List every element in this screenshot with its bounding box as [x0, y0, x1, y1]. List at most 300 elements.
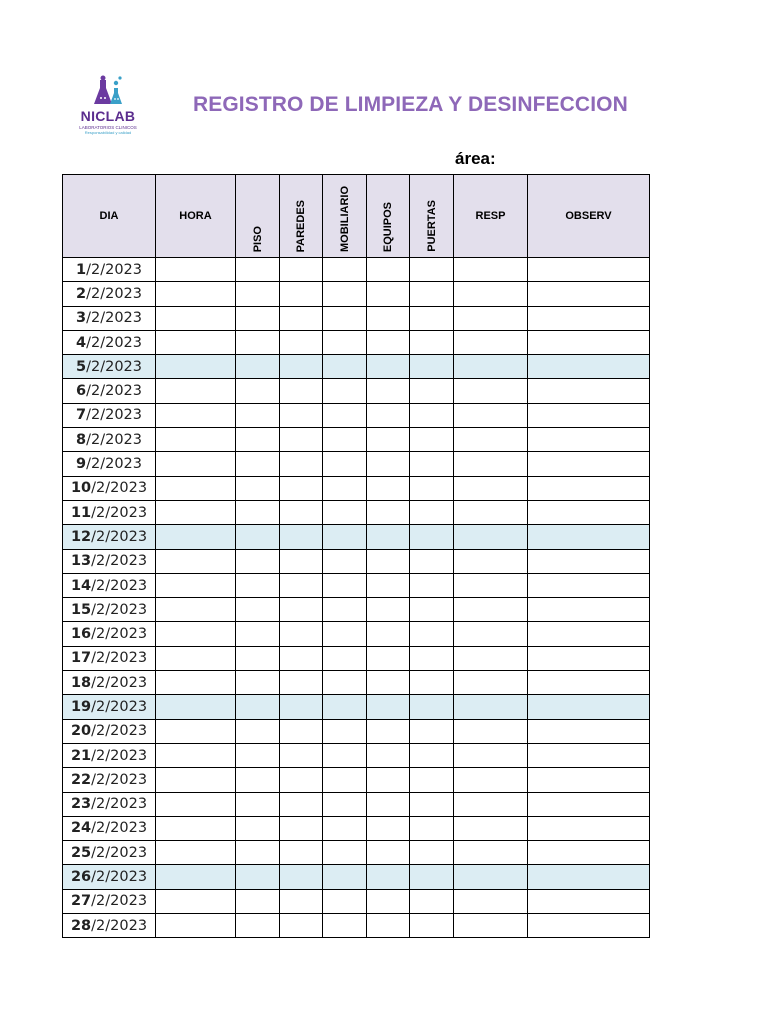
- observ-cell[interactable]: [528, 816, 650, 840]
- table-header-row: [63, 175, 650, 258]
- mobiliario-cell[interactable]: [323, 525, 367, 549]
- piso-cell[interactable]: [236, 792, 280, 816]
- resp-cell[interactable]: [454, 622, 528, 646]
- mobiliario-cell[interactable]: [323, 598, 367, 622]
- puertas-cell[interactable]: [410, 476, 454, 500]
- observ-cell[interactable]: [528, 841, 650, 865]
- equipos-cell[interactable]: [367, 719, 410, 743]
- observ-cell[interactable]: [528, 379, 650, 403]
- paredes-cell[interactable]: [280, 355, 323, 379]
- table-row: [63, 500, 650, 524]
- puertas-cell[interactable]: [410, 841, 454, 865]
- piso-cell[interactable]: [236, 889, 280, 913]
- resp-cell[interactable]: [454, 646, 528, 670]
- piso-cell[interactable]: [236, 671, 280, 695]
- day-number: 5: [76, 358, 87, 375]
- equipos-cell[interactable]: [367, 768, 410, 792]
- piso-cell[interactable]: [236, 379, 280, 403]
- resp-cell[interactable]: [454, 695, 528, 719]
- day-number: 8: [76, 431, 87, 448]
- puertas-cell[interactable]: [410, 646, 454, 670]
- table-row: [63, 355, 650, 379]
- puertas-cell[interactable]: [410, 914, 454, 938]
- puertas-cell[interactable]: [410, 573, 454, 597]
- flask-molecule-icon: [78, 74, 138, 110]
- paredes-cell[interactable]: [280, 743, 323, 767]
- paredes-cell[interactable]: [280, 768, 323, 792]
- observ-cell[interactable]: [528, 573, 650, 597]
- hora-cell[interactable]: [156, 622, 236, 646]
- mobiliario-cell[interactable]: [323, 719, 367, 743]
- mobiliario-cell[interactable]: [323, 695, 367, 719]
- table-row: [63, 695, 650, 719]
- observ-cell[interactable]: [528, 865, 650, 889]
- mobiliario-cell[interactable]: [323, 549, 367, 573]
- mobiliario-cell[interactable]: [323, 500, 367, 524]
- day-number: 24: [70, 820, 92, 837]
- hora-cell[interactable]: [156, 646, 236, 670]
- hora-cell[interactable]: [156, 841, 236, 865]
- hora-cell[interactable]: [156, 306, 236, 330]
- month-year: /2/2023: [86, 261, 142, 278]
- puertas-cell[interactable]: [410, 865, 454, 889]
- observ-cell[interactable]: [528, 671, 650, 695]
- mobiliario-cell[interactable]: [323, 355, 367, 379]
- resp-cell[interactable]: [454, 525, 528, 549]
- equipos-cell[interactable]: [367, 258, 410, 282]
- month-year: /2/2023: [86, 431, 142, 448]
- equipos-cell[interactable]: [367, 743, 410, 767]
- observ-cell[interactable]: [528, 282, 650, 306]
- hora-cell[interactable]: [156, 889, 236, 913]
- puertas-cell[interactable]: [410, 768, 454, 792]
- puertas-cell[interactable]: [410, 598, 454, 622]
- hora-cell[interactable]: [156, 525, 236, 549]
- header-observ: OBSERV: [528, 175, 650, 258]
- mobiliario-cell[interactable]: [323, 379, 367, 403]
- month-year: /2/2023: [86, 407, 142, 424]
- observ-cell[interactable]: [528, 719, 650, 743]
- month-year: /2/2023: [91, 528, 148, 545]
- paredes-cell[interactable]: [280, 598, 323, 622]
- paredes-cell[interactable]: [280, 792, 323, 816]
- paredes-cell[interactable]: [280, 914, 323, 938]
- equipos-cell[interactable]: [367, 816, 410, 840]
- mobiliario-cell[interactable]: [323, 403, 367, 427]
- observ-cell[interactable]: [528, 330, 650, 354]
- resp-cell[interactable]: [454, 889, 528, 913]
- resp-cell[interactable]: [454, 914, 528, 938]
- resp-cell[interactable]: [454, 768, 528, 792]
- equipos-cell[interactable]: [367, 330, 410, 354]
- resp-cell[interactable]: [454, 258, 528, 282]
- day-cell: [63, 258, 156, 282]
- day-cell: [63, 841, 156, 865]
- paredes-cell[interactable]: [280, 282, 323, 306]
- hora-cell[interactable]: [156, 355, 236, 379]
- table-row: [63, 646, 650, 670]
- puertas-cell[interactable]: [410, 622, 454, 646]
- hora-cell[interactable]: [156, 549, 236, 573]
- piso-cell[interactable]: [236, 452, 280, 476]
- month-year: /2/2023: [91, 626, 148, 643]
- hora-cell[interactable]: [156, 792, 236, 816]
- resp-cell[interactable]: [454, 841, 528, 865]
- observ-cell[interactable]: [528, 598, 650, 622]
- observ-cell[interactable]: [528, 889, 650, 913]
- day-cell: [63, 500, 156, 524]
- piso-cell[interactable]: [236, 525, 280, 549]
- day-number: 4: [76, 334, 87, 351]
- paredes-cell[interactable]: [280, 889, 323, 913]
- mobiliario-cell[interactable]: [323, 768, 367, 792]
- table-row: [63, 622, 650, 646]
- mobiliario-cell[interactable]: [323, 841, 367, 865]
- day-cell: [63, 525, 156, 549]
- month-year: /2/2023: [91, 844, 148, 861]
- puertas-cell[interactable]: [410, 671, 454, 695]
- puertas-cell[interactable]: [410, 379, 454, 403]
- table-row: [63, 816, 650, 840]
- equipos-cell[interactable]: [367, 695, 410, 719]
- day-cell: [63, 573, 156, 597]
- mobiliario-cell[interactable]: [323, 914, 367, 938]
- resp-cell[interactable]: [454, 355, 528, 379]
- paredes-cell[interactable]: [280, 258, 323, 282]
- header-mobiliario-label: MOBILIARIO: [338, 186, 351, 252]
- mobiliario-cell[interactable]: [323, 743, 367, 767]
- mobiliario-cell[interactable]: [323, 792, 367, 816]
- day-number: 18: [70, 674, 92, 691]
- piso-cell[interactable]: [236, 500, 280, 524]
- table-row: [63, 476, 650, 500]
- header-puertas: [410, 175, 454, 258]
- puertas-cell[interactable]: [410, 428, 454, 452]
- hora-cell[interactable]: [156, 500, 236, 524]
- resp-cell[interactable]: [454, 500, 528, 524]
- hora-cell[interactable]: [156, 865, 236, 889]
- day-number: 3: [76, 310, 87, 327]
- hora-cell[interactable]: [156, 695, 236, 719]
- table-row: [63, 330, 650, 354]
- observ-cell[interactable]: [528, 476, 650, 500]
- day-cell: [63, 865, 156, 889]
- observ-cell[interactable]: [528, 452, 650, 476]
- header-hora: HORA: [156, 175, 236, 258]
- equipos-cell[interactable]: [367, 598, 410, 622]
- resp-cell[interactable]: [454, 452, 528, 476]
- puertas-cell[interactable]: [410, 403, 454, 427]
- day-number: 20: [70, 723, 92, 740]
- piso-cell[interactable]: [236, 403, 280, 427]
- equipos-cell[interactable]: [367, 889, 410, 913]
- equipos-cell[interactable]: [367, 841, 410, 865]
- paredes-cell[interactable]: [280, 671, 323, 695]
- puertas-cell[interactable]: [410, 695, 454, 719]
- puertas-cell[interactable]: [410, 452, 454, 476]
- mobiliario-cell[interactable]: [323, 671, 367, 695]
- header-paredes-label: PAREDES: [295, 199, 307, 252]
- paredes-cell[interactable]: [280, 476, 323, 500]
- mobiliario-cell[interactable]: [323, 476, 367, 500]
- day-cell: [63, 695, 156, 719]
- resp-cell[interactable]: [454, 598, 528, 622]
- month-year: /2/2023: [86, 334, 142, 351]
- paredes-cell[interactable]: [280, 695, 323, 719]
- puertas-cell[interactable]: [410, 306, 454, 330]
- resp-cell[interactable]: [454, 306, 528, 330]
- day-number: 12: [70, 528, 92, 545]
- hora-cell[interactable]: [156, 914, 236, 938]
- equipos-cell[interactable]: [367, 500, 410, 524]
- resp-cell[interactable]: [454, 743, 528, 767]
- hora-cell[interactable]: [156, 452, 236, 476]
- paredes-cell[interactable]: [280, 816, 323, 840]
- table-row: [63, 743, 650, 767]
- observ-cell[interactable]: [528, 768, 650, 792]
- puertas-cell[interactable]: [410, 816, 454, 840]
- equipos-cell[interactable]: [367, 622, 410, 646]
- piso-cell[interactable]: [236, 695, 280, 719]
- paredes-cell[interactable]: [280, 428, 323, 452]
- header-paredes: [280, 175, 323, 258]
- day-cell: [63, 646, 156, 670]
- paredes-cell[interactable]: [280, 841, 323, 865]
- puertas-cell[interactable]: [410, 743, 454, 767]
- observ-cell[interactable]: [528, 500, 650, 524]
- mobiliario-cell[interactable]: [323, 865, 367, 889]
- piso-cell[interactable]: [236, 816, 280, 840]
- day-cell: [63, 768, 156, 792]
- table-row: [63, 379, 650, 403]
- piso-cell[interactable]: [236, 573, 280, 597]
- mobiliario-cell[interactable]: [323, 452, 367, 476]
- month-year: /2/2023: [86, 310, 142, 327]
- header-equipos-label: EQUIPOS: [382, 201, 394, 252]
- day-cell: [63, 792, 156, 816]
- equipos-cell[interactable]: [367, 646, 410, 670]
- day-cell: [63, 719, 156, 743]
- mobiliario-cell[interactable]: [323, 330, 367, 354]
- resp-cell[interactable]: [454, 865, 528, 889]
- hora-cell[interactable]: [156, 403, 236, 427]
- equipos-cell[interactable]: [367, 573, 410, 597]
- equipos-cell[interactable]: [367, 452, 410, 476]
- paredes-cell[interactable]: [280, 452, 323, 476]
- month-year: /2/2023: [86, 358, 142, 375]
- resp-cell[interactable]: [454, 282, 528, 306]
- day-number: 7: [76, 407, 87, 424]
- month-year: /2/2023: [91, 917, 148, 934]
- resp-cell[interactable]: [454, 330, 528, 354]
- day-cell: [63, 549, 156, 573]
- day-cell: [63, 355, 156, 379]
- mobiliario-cell[interactable]: [323, 622, 367, 646]
- header-equipos: [367, 175, 410, 258]
- piso-cell[interactable]: [236, 743, 280, 767]
- paredes-cell[interactable]: [280, 646, 323, 670]
- puertas-cell[interactable]: [410, 792, 454, 816]
- table-row: [63, 719, 650, 743]
- day-number: 19: [70, 698, 92, 715]
- piso-cell[interactable]: [236, 330, 280, 354]
- piso-cell[interactable]: [236, 282, 280, 306]
- hora-cell[interactable]: [156, 671, 236, 695]
- mobiliario-cell[interactable]: [323, 306, 367, 330]
- resp-cell[interactable]: [454, 476, 528, 500]
- mobiliario-cell[interactable]: [323, 816, 367, 840]
- month-year: /2/2023: [91, 796, 148, 813]
- header-puertas-label: PUERTAS: [425, 200, 438, 252]
- resp-cell[interactable]: [454, 671, 528, 695]
- mobiliario-cell[interactable]: [323, 258, 367, 282]
- month-year: /2/2023: [91, 893, 148, 910]
- piso-cell[interactable]: [236, 914, 280, 938]
- hora-cell[interactable]: [156, 768, 236, 792]
- day-cell: [63, 671, 156, 695]
- observ-cell[interactable]: [528, 258, 650, 282]
- equipos-cell[interactable]: [367, 914, 410, 938]
- observ-cell[interactable]: [528, 428, 650, 452]
- day-number: 28: [70, 917, 92, 934]
- puertas-cell[interactable]: [410, 355, 454, 379]
- day-number: 6: [76, 383, 87, 400]
- day-number: 21: [70, 747, 92, 764]
- resp-cell[interactable]: [454, 428, 528, 452]
- table-row: [63, 403, 650, 427]
- header-piso: [236, 175, 280, 258]
- puertas-cell[interactable]: [410, 525, 454, 549]
- hora-cell[interactable]: [156, 428, 236, 452]
- month-year: /2/2023: [91, 698, 148, 715]
- piso-cell[interactable]: [236, 549, 280, 573]
- observ-cell[interactable]: [528, 646, 650, 670]
- hora-cell[interactable]: [156, 282, 236, 306]
- hora-cell[interactable]: [156, 816, 236, 840]
- hora-cell[interactable]: [156, 598, 236, 622]
- mobiliario-cell[interactable]: [323, 428, 367, 452]
- equipos-cell[interactable]: [367, 355, 410, 379]
- observ-cell[interactable]: [528, 549, 650, 573]
- equipos-cell[interactable]: [367, 792, 410, 816]
- paredes-cell[interactable]: [280, 306, 323, 330]
- resp-cell[interactable]: [454, 549, 528, 573]
- equipos-cell[interactable]: [367, 865, 410, 889]
- month-year: /2/2023: [91, 674, 148, 691]
- hora-cell[interactable]: [156, 573, 236, 597]
- equipos-cell[interactable]: [367, 476, 410, 500]
- month-year: /2/2023: [86, 456, 142, 473]
- piso-cell[interactable]: [236, 622, 280, 646]
- month-year: /2/2023: [91, 747, 148, 764]
- piso-cell[interactable]: [236, 646, 280, 670]
- equipos-cell[interactable]: [367, 428, 410, 452]
- resp-cell[interactable]: [454, 379, 528, 403]
- puertas-cell[interactable]: [410, 258, 454, 282]
- mobiliario-cell[interactable]: [323, 889, 367, 913]
- piso-cell[interactable]: [236, 476, 280, 500]
- equipos-cell[interactable]: [367, 671, 410, 695]
- puertas-cell[interactable]: [410, 549, 454, 573]
- hora-cell[interactable]: [156, 719, 236, 743]
- observ-cell[interactable]: [528, 525, 650, 549]
- observ-cell[interactable]: [528, 914, 650, 938]
- piso-cell[interactable]: [236, 598, 280, 622]
- puertas-cell[interactable]: [410, 500, 454, 524]
- hora-cell[interactable]: [156, 330, 236, 354]
- piso-cell[interactable]: [236, 865, 280, 889]
- day-cell: [63, 914, 156, 938]
- observ-cell[interactable]: [528, 403, 650, 427]
- puertas-cell[interactable]: [410, 719, 454, 743]
- day-cell: [63, 889, 156, 913]
- day-cell: [63, 403, 156, 427]
- hora-cell[interactable]: [156, 743, 236, 767]
- piso-cell[interactable]: [236, 768, 280, 792]
- mobiliario-cell[interactable]: [323, 646, 367, 670]
- paredes-cell[interactable]: [280, 622, 323, 646]
- hora-cell[interactable]: [156, 258, 236, 282]
- observ-cell[interactable]: [528, 355, 650, 379]
- hora-cell[interactable]: [156, 379, 236, 403]
- paredes-cell[interactable]: [280, 403, 323, 427]
- resp-cell[interactable]: [454, 403, 528, 427]
- resp-cell[interactable]: [454, 573, 528, 597]
- header-resp: RESP: [454, 175, 528, 258]
- puertas-cell[interactable]: [410, 330, 454, 354]
- paredes-cell[interactable]: [280, 525, 323, 549]
- observ-cell[interactable]: [528, 792, 650, 816]
- area-label: área:: [455, 149, 496, 168]
- resp-cell[interactable]: [454, 816, 528, 840]
- puertas-cell[interactable]: [410, 282, 454, 306]
- equipos-cell[interactable]: [367, 379, 410, 403]
- paredes-cell[interactable]: [280, 379, 323, 403]
- paredes-cell[interactable]: [280, 549, 323, 573]
- piso-cell[interactable]: [236, 306, 280, 330]
- hora-cell[interactable]: [156, 476, 236, 500]
- piso-cell[interactable]: [236, 428, 280, 452]
- piso-cell[interactable]: [236, 258, 280, 282]
- equipos-cell[interactable]: [367, 306, 410, 330]
- paredes-cell[interactable]: [280, 719, 323, 743]
- resp-cell[interactable]: [454, 792, 528, 816]
- month-year: /2/2023: [91, 577, 148, 594]
- equipos-cell[interactable]: [367, 549, 410, 573]
- paredes-cell[interactable]: [280, 330, 323, 354]
- resp-cell[interactable]: [454, 719, 528, 743]
- observ-cell[interactable]: [528, 622, 650, 646]
- paredes-cell[interactable]: [280, 573, 323, 597]
- mobiliario-cell[interactable]: [323, 573, 367, 597]
- equipos-cell[interactable]: [367, 525, 410, 549]
- observ-cell[interactable]: [528, 306, 650, 330]
- table-row: [63, 549, 650, 573]
- mobiliario-cell[interactable]: [323, 282, 367, 306]
- paredes-cell[interactable]: [280, 500, 323, 524]
- month-year: /2/2023: [91, 869, 148, 886]
- piso-cell[interactable]: [236, 841, 280, 865]
- paredes-cell[interactable]: [280, 865, 323, 889]
- observ-cell[interactable]: [528, 743, 650, 767]
- equipos-cell[interactable]: [367, 403, 410, 427]
- equipos-cell[interactable]: [367, 282, 410, 306]
- piso-cell[interactable]: [236, 719, 280, 743]
- table-row: [63, 865, 650, 889]
- puertas-cell[interactable]: [410, 889, 454, 913]
- piso-cell[interactable]: [236, 355, 280, 379]
- observ-cell[interactable]: [528, 695, 650, 719]
